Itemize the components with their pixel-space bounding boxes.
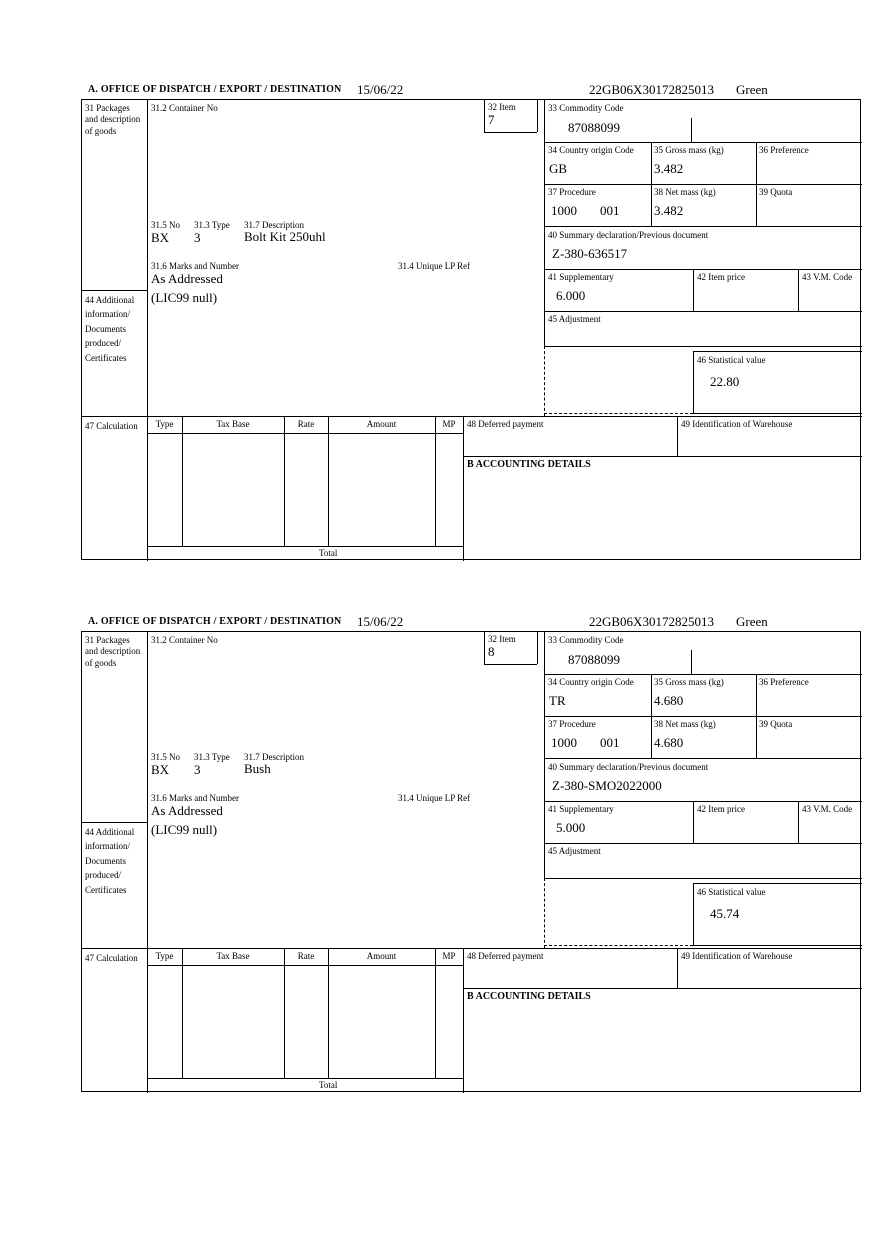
block-header xyxy=(81,80,861,99)
item-box-right-line xyxy=(537,100,538,132)
marks-and-number-label: 31.6 Marks and Number xyxy=(151,261,239,271)
box41-row-bottom-line xyxy=(544,311,862,312)
net-mass-value: 3.482 xyxy=(654,203,684,218)
declaration-date: 15/06/22 xyxy=(357,82,404,97)
calc-header-bottom-line xyxy=(147,965,463,966)
deferred-payment-label: 48 Deferred payment xyxy=(467,951,544,961)
office-of-dispatch-label: A. OFFICE OF DISPATCH / EXPORT / DESTINATION xyxy=(88,84,342,95)
calc-mp-header: MP xyxy=(442,951,456,961)
box46-top-line xyxy=(693,883,862,884)
box48-49-divider-line xyxy=(677,948,678,988)
box47-calculation-label: 47 Calculation xyxy=(85,953,138,963)
procedure-label: 37 Procedure xyxy=(548,719,596,729)
commodity-code-label: 33 Commodity Code xyxy=(548,635,624,645)
box34-row-bottom-line xyxy=(544,184,862,185)
left-column-divider-line xyxy=(147,632,148,1093)
calc-table-right-line xyxy=(463,416,464,561)
block-header xyxy=(81,612,861,631)
supplementary-units-label: 41 Supplementary xyxy=(548,272,614,282)
commodity-code-label: 33 Commodity Code xyxy=(548,103,624,113)
calc-col-line-1 xyxy=(182,948,183,1078)
item-number-value: 8 xyxy=(488,644,495,659)
procedure-code-2-value: 001 xyxy=(600,735,620,750)
gross-mass-value: 4.680 xyxy=(654,693,684,708)
previous-document-value: Z-380-636517 xyxy=(552,246,628,261)
box48-49-bottom-line xyxy=(463,456,862,457)
box48-49-bottom-line xyxy=(463,988,862,989)
package-number-value: BX xyxy=(151,230,170,245)
procedure-label: 37 Procedure xyxy=(548,187,596,197)
calc-tax-base-header: Tax Base xyxy=(216,951,250,961)
procedure-code-value: 1000 xyxy=(551,735,577,750)
box42-43-divider-line xyxy=(798,269,799,311)
calc-amount-header: Amount xyxy=(366,951,397,961)
routing-status: Green xyxy=(736,614,768,629)
net-mass-label: 38 Net mass (kg) xyxy=(654,187,716,197)
additional-info-value: (LIC99 null) xyxy=(151,290,218,305)
calc-tax-base-header: Tax Base xyxy=(216,419,250,429)
country-origin-label: 34 Country origin Code xyxy=(548,145,634,155)
vm-code-label: 43 V.M. Code xyxy=(802,804,853,814)
sad-item-block xyxy=(81,80,861,560)
box34-row-bottom-line xyxy=(544,716,862,717)
movement-reference-number: 22GB06X30172825013 xyxy=(589,82,714,97)
box31-packages-label: 31 Packages and description of goods xyxy=(85,635,141,668)
container-no-label: 31.2 Container No xyxy=(151,103,218,113)
left-column-divider-line xyxy=(147,100,148,561)
box48-49-divider-line xyxy=(677,416,678,456)
calc-total-line xyxy=(147,546,463,547)
box46-bottom-line xyxy=(693,413,862,414)
calc-col-line-3 xyxy=(328,948,329,1078)
goods-description-label: 31.7 Description xyxy=(244,752,304,762)
item-box-right-line xyxy=(537,632,538,664)
country-origin-label: 34 Country origin Code xyxy=(548,677,634,687)
marks-and-number-value: As Addressed xyxy=(151,803,223,818)
dashed-bottom-line xyxy=(544,945,693,946)
calc-amount-header: Amount xyxy=(366,419,397,429)
procedure-code-value: 1000 xyxy=(551,203,577,218)
marks-and-number-label: 31.6 Marks and Number xyxy=(151,793,239,803)
box31-box44-divider-line xyxy=(82,290,147,291)
calc-total-line xyxy=(147,1078,463,1079)
calc-col-line-3 xyxy=(328,416,329,546)
item-number-label: 32 Item xyxy=(488,634,516,644)
calc-header-bottom-line xyxy=(147,433,463,434)
box34-35-divider-line xyxy=(651,674,652,758)
box46-left-line xyxy=(693,883,694,945)
box41-42-divider-line xyxy=(693,269,694,311)
calc-col-line-4 xyxy=(435,948,436,1078)
goods-description-value: Bolt Kit 250uhl xyxy=(244,229,326,244)
calc-rate-header: Rate xyxy=(297,951,315,961)
dashed-bottom-line xyxy=(544,413,693,414)
box42-43-divider-line xyxy=(798,801,799,843)
marks-and-number-value: As Addressed xyxy=(151,271,223,286)
procedure-code-2-value: 001 xyxy=(600,203,620,218)
commodity-code-value: 87088099 xyxy=(568,652,620,667)
item-box-bottom-line xyxy=(484,132,537,133)
goods-description-value: Bush xyxy=(244,761,271,776)
net-mass-value: 4.680 xyxy=(654,735,684,750)
previous-document-value: Z-380-SMO2022000 xyxy=(552,778,662,793)
calc-col-line-4 xyxy=(435,416,436,546)
office-of-dispatch-label: A. OFFICE OF DISPATCH / EXPORT / DESTINATION xyxy=(88,616,342,627)
item-price-label: 42 Item price xyxy=(697,804,745,814)
box31-packages-label: 31 Packages and description of goods xyxy=(85,103,141,136)
commodity-code-subdivision-line xyxy=(691,118,692,142)
box37-row-bottom-line xyxy=(544,758,862,759)
box45-bottom-line xyxy=(544,878,862,879)
unique-lp-ref-label: 31.4 Unique LP Ref xyxy=(398,793,471,803)
calc-mp-header: MP xyxy=(442,419,456,429)
box44-additional-info-label: 44 Additional information/ Documents produced/ Certificates xyxy=(85,295,135,363)
right-panel-divider-line xyxy=(544,100,545,346)
box34-35-divider-line xyxy=(651,142,652,226)
package-type-label: 31.3 Type xyxy=(194,752,230,762)
sad-item-block xyxy=(81,612,861,1092)
declaration-date: 15/06/22 xyxy=(357,614,404,629)
dashed-divider-line xyxy=(544,878,545,948)
box33-bottom-line xyxy=(544,674,862,675)
additional-info-value: (LIC99 null) xyxy=(151,822,218,837)
preference-label: 36 Preference xyxy=(759,145,809,155)
container-no-label: 31.2 Container No xyxy=(151,635,218,645)
statistical-value-label: 46 Statistical value xyxy=(697,355,766,365)
item-box-left-line xyxy=(484,632,485,664)
calc-total-label: Total xyxy=(319,548,338,558)
box41-row-bottom-line xyxy=(544,843,862,844)
unique-lp-ref-label: 31.4 Unique LP Ref xyxy=(398,261,471,271)
summary-declaration-label: 40 Summary declaration/Previous document xyxy=(548,230,709,240)
quota-label: 39 Quota xyxy=(759,719,793,729)
country-origin-value: GB xyxy=(549,161,568,176)
gross-mass-label: 35 Gross mass (kg) xyxy=(654,145,724,155)
calc-col-line-1 xyxy=(182,416,183,546)
warehouse-identification-label: 49 Identification of Warehouse xyxy=(681,419,793,429)
adjustment-label: 45 Adjustment xyxy=(548,314,601,324)
package-number-value: BX xyxy=(151,762,170,777)
calc-col-line-2 xyxy=(284,416,285,546)
item-number-label: 32 Item xyxy=(488,102,516,112)
goods-description-label: 31.7 Description xyxy=(244,220,304,230)
country-origin-value: TR xyxy=(549,693,566,708)
box46-left-line xyxy=(693,351,694,413)
package-type-value: 3 xyxy=(194,230,201,245)
box47-row-top-line xyxy=(82,416,862,417)
package-type-label: 31.3 Type xyxy=(194,220,230,230)
item-price-label: 42 Item price xyxy=(697,272,745,282)
calc-rate-header: Rate xyxy=(297,419,315,429)
calc-total-label: Total xyxy=(319,1080,338,1090)
item-box-left-line xyxy=(484,100,485,132)
deferred-payment-label: 48 Deferred payment xyxy=(467,419,544,429)
supplementary-units-value: 6.000 xyxy=(556,288,586,303)
box44-additional-info-label: 44 Additional information/ Documents produced/ Certificates xyxy=(85,827,135,895)
commodity-code-value: 87088099 xyxy=(568,120,620,135)
box41-42-divider-line xyxy=(693,801,694,843)
item-number-value: 7 xyxy=(488,112,495,127)
gross-mass-value: 3.482 xyxy=(654,161,684,176)
quota-label: 39 Quota xyxy=(759,187,793,197)
adjustment-label: 45 Adjustment xyxy=(548,846,601,856)
box46-top-line xyxy=(693,351,862,352)
package-number-label: 31.5 No xyxy=(151,220,180,230)
box37-row-bottom-line xyxy=(544,226,862,227)
vm-code-label: 43 V.M. Code xyxy=(802,272,853,282)
box40-bottom-line xyxy=(544,801,862,802)
item-box-bottom-line xyxy=(484,664,537,665)
commodity-code-subdivision-line xyxy=(691,650,692,674)
calc-type-header: Type xyxy=(155,419,174,429)
calc-type-header: Type xyxy=(155,951,174,961)
calc-table-right-line xyxy=(463,948,464,1093)
sad-form-grid xyxy=(81,99,861,560)
box47-calculation-label: 47 Calculation xyxy=(85,421,138,431)
sad-form-grid xyxy=(81,631,861,1092)
right-panel-divider-line xyxy=(544,632,545,878)
preference-label: 36 Preference xyxy=(759,677,809,687)
box46-bottom-line xyxy=(693,945,862,946)
gross-mass-label: 35 Gross mass (kg) xyxy=(654,677,724,687)
supplementary-units-value: 5.000 xyxy=(556,820,586,835)
dashed-divider-line xyxy=(544,346,545,416)
statistical-value: 22.80 xyxy=(710,374,740,389)
statistical-value-label: 46 Statistical value xyxy=(697,887,766,897)
net-mass-label: 38 Net mass (kg) xyxy=(654,719,716,729)
accounting-details-label: B ACCOUNTING DETAILS xyxy=(467,991,591,1002)
box40-bottom-line xyxy=(544,269,862,270)
summary-declaration-label: 40 Summary declaration/Previous document xyxy=(548,762,709,772)
box33-bottom-line xyxy=(544,142,862,143)
package-type-value: 3 xyxy=(194,762,201,777)
accounting-details-label: B ACCOUNTING DETAILS xyxy=(467,459,591,470)
statistical-value: 45.74 xyxy=(710,906,740,921)
package-number-label: 31.5 No xyxy=(151,752,180,762)
box35-36-divider-line xyxy=(756,142,757,226)
movement-reference-number: 22GB06X30172825013 xyxy=(589,614,714,629)
warehouse-identification-label: 49 Identification of Warehouse xyxy=(681,951,793,961)
supplementary-units-label: 41 Supplementary xyxy=(548,804,614,814)
routing-status: Green xyxy=(736,82,768,97)
box35-36-divider-line xyxy=(756,674,757,758)
box47-row-top-line xyxy=(82,948,862,949)
calc-col-line-2 xyxy=(284,948,285,1078)
box31-box44-divider-line xyxy=(82,822,147,823)
box45-bottom-line xyxy=(544,346,862,347)
